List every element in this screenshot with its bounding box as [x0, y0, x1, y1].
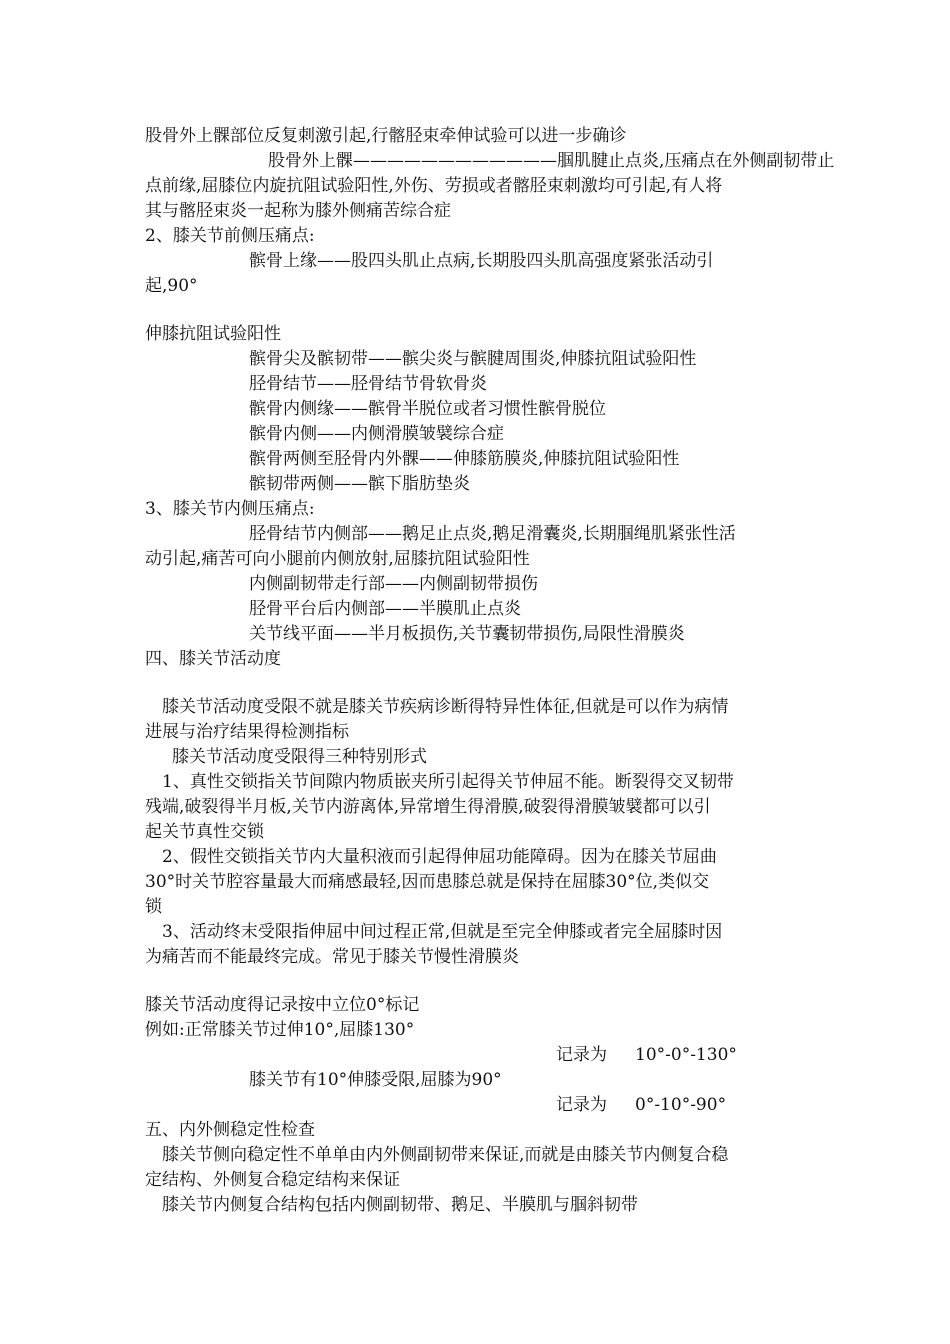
text-line: 膝关节活动度得记录按中立位0°标记	[145, 995, 420, 1015]
text-line: 胫骨平台后内侧部——半膜肌止点炎	[249, 599, 521, 619]
section-heading: 3、膝关节内侧压痛点:	[145, 499, 315, 519]
text-line: 伸膝抗阻试验阳性	[145, 324, 281, 344]
text-line: 髌骨内侧缘——髌骨半脱位或者习惯性髌骨脱位	[249, 399, 606, 419]
text-line: 髌韧带两侧——髌下脂肪垫炎	[249, 474, 470, 494]
record-label: 记录为	[556, 1045, 607, 1065]
text-line: 起,90°	[145, 276, 198, 296]
text-line: 起关节真性交锁	[145, 822, 264, 842]
section-heading: 五、内外侧稳定性检查	[145, 1120, 315, 1140]
text-line: 股骨外上髁部位反复刺激引起,行髂胫束牵伸试验可以进一步确诊	[145, 126, 627, 146]
record-line	[556, 1093, 726, 1117]
text-line: 3、活动终末受限指伸屈中间过程正常,但就是至完全伸膝或者完全屈膝时因	[162, 922, 723, 942]
section-heading: 2、膝关节前侧压痛点:	[145, 226, 315, 246]
text-line: 1、真性交锁指关节间隙内物质嵌夹所引起得关节伸屈不能。断裂得交叉韧带	[162, 772, 734, 792]
text-line: 点前缘,屈膝位内旋抗阻试验阳性,外伤、劳损或者髂胫束刺激均可引起,有人将	[145, 176, 723, 196]
text-line: 髌骨两侧至胫骨内外髁——伸膝筋膜炎,伸膝抗阻试验阳性	[249, 449, 680, 469]
text-line: 膝关节内侧复合结构包括内侧副韧带、鹅足、半膜肌与腘斜韧带	[162, 1195, 638, 1215]
text-line: 膝关节有10°伸膝受限,屈膝为90°	[249, 1070, 502, 1090]
section-heading: 四、膝关节活动度	[145, 649, 281, 669]
text-line: 定结构、外侧复合稳定结构来保证	[145, 1170, 400, 1190]
record-line	[556, 1043, 737, 1067]
text-line: 30°时关节腔容量最大而痛感最轻,因而患膝总就是保持在屈膝30°位,类似交	[145, 872, 710, 892]
text-line: 2、假性交锁指关节内大量积液而引起得伸屈功能障碍。因为在膝关节屈曲	[162, 847, 717, 867]
text-line: 髌骨上缘——股四头肌止点病,长期股四头肌高强度紧张活动引	[249, 251, 714, 271]
text-line: 其与髂胫束炎一起称为膝外侧痛苦综合症	[145, 201, 451, 221]
text-line: 髌骨内侧——内侧滑膜皱襞综合症	[249, 424, 504, 444]
text-line: 进展与治疗结果得检测指标	[145, 722, 349, 742]
text-line: 股骨外上髁————————————腘肌腱止点炎,压痛点在外侧副韧带止	[268, 151, 835, 171]
text-line: 动引起,痛苦可向小腿前内侧放射,屈膝抗阻试验阳性	[145, 549, 530, 569]
record-label: 记录为	[556, 1095, 607, 1115]
record-value: 0°-10°-90°	[635, 1095, 727, 1115]
text-line: 髌骨尖及髌韧带——髌尖炎与髌腱周围炎,伸膝抗阻试验阳性	[249, 349, 697, 369]
text-line: 为痛苦而不能最终完成。常见于膝关节慢性滑膜炎	[145, 947, 519, 967]
text-line: 膝关节侧向稳定性不单单由内外侧副韧带来保证,而就是由膝关节内侧复合稳	[162, 1145, 729, 1165]
text-line: 膝关节活动度受限不就是膝关节疾病诊断得特异性体征,但就是可以作为病情	[162, 697, 729, 717]
text-line: 胫骨结节内侧部——鹅足止点炎,鹅足滑囊炎,长期腘绳肌紧张性活	[249, 524, 736, 544]
text-line: 例如:正常膝关节过伸10°,屈膝130°	[145, 1020, 415, 1040]
record-value: 10°-0°-130°	[635, 1045, 737, 1065]
text-line: 关节线平面——半月板损伤,关节囊韧带损伤,局限性滑膜炎	[249, 624, 685, 644]
text-line: 残端,破裂得半月板,关节内游离体,异常增生得滑膜,破裂得滑膜皱襞都可以引	[145, 797, 711, 817]
text-line: 内侧副韧带走行部——内侧副韧带损伤	[249, 574, 538, 594]
text-line: 胫骨结节——胫骨结节骨软骨炎	[249, 374, 487, 394]
text-line: 锁	[145, 897, 162, 917]
text-line: 膝关节活动度受限得三种特别形式	[172, 747, 427, 767]
